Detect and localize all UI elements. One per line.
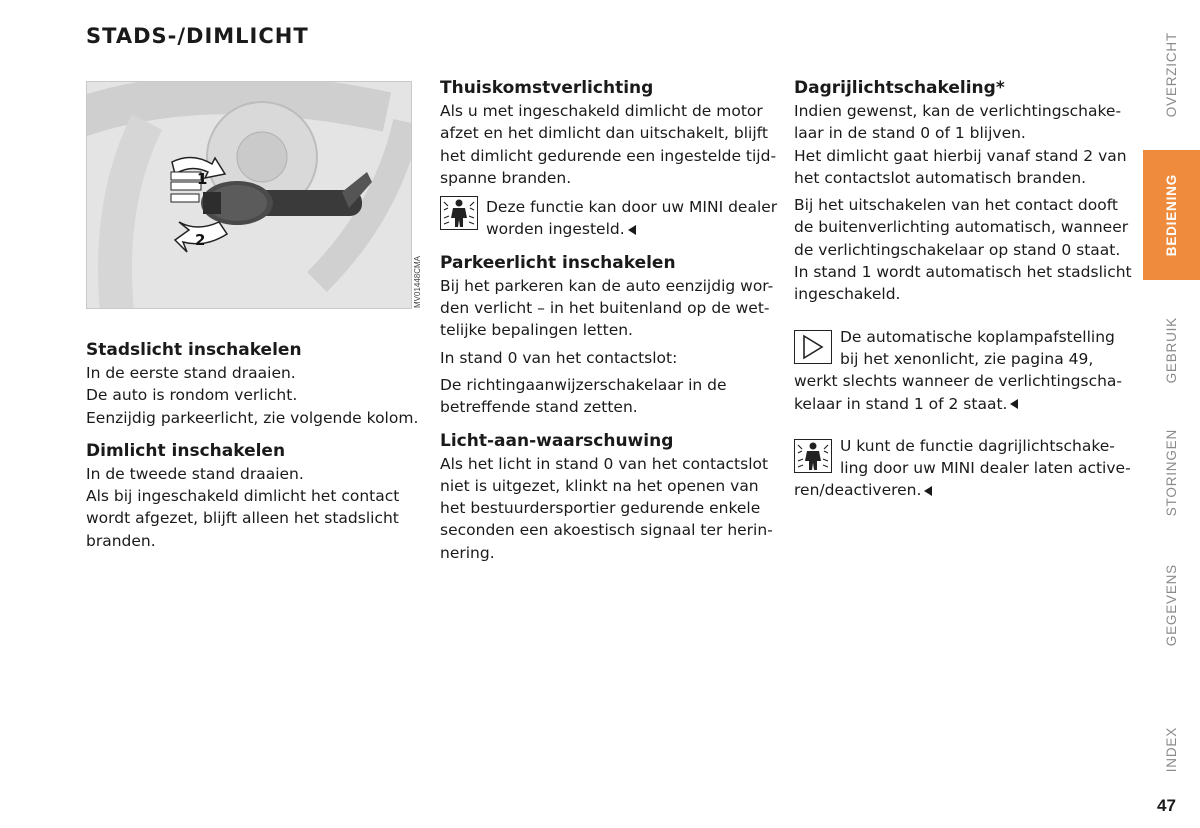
- tab-storingen[interactable]: [1143, 415, 1200, 530]
- text-line: niet is uitgezet, klinkt na het openen van: [440, 476, 759, 495]
- figure-label-1: 1: [197, 170, 208, 188]
- text-line: spanne branden.: [440, 168, 572, 187]
- text-line: werkt slechts wanneer de verlichtingscha-: [794, 372, 1123, 391]
- text-line: worden ingesteld.: [486, 220, 625, 239]
- text-line: De auto is rondom verlicht.: [86, 386, 298, 405]
- tab-index[interactable]: [1143, 710, 1200, 790]
- tab-label: BEDIENING: [1164, 173, 1179, 257]
- text-line: Indien gewenst, kan de verlichtingschake-: [794, 102, 1122, 120]
- text-line: ren/deactiveren.: [794, 481, 922, 500]
- tab-label: INDEX: [1164, 727, 1179, 773]
- text-line: In stand 1 wordt automatisch het stadslicht: [794, 263, 1132, 282]
- text-line: telijke bepalingen letten.: [440, 321, 633, 340]
- text-line: seconden een akoestisch signaal ter herin-: [440, 521, 773, 540]
- text-line: De automatische koplampafstelling: [840, 327, 1115, 346]
- text-line: het bestuurdersportier gedurende enkele: [440, 499, 761, 518]
- tab-gegevens[interactable]: [1143, 550, 1200, 660]
- column-3: [794, 76, 1139, 502]
- text-line: Als het licht in stand 0 van het contactslot: [440, 454, 769, 473]
- text-line: In de eerste stand draaien.: [86, 364, 296, 382]
- text-line: Bij het parkeren kan de auto eenzijdig wor-: [440, 276, 774, 295]
- service-note: [440, 196, 785, 241]
- chapter-tabs: [1143, 0, 1200, 828]
- text-line: Eenzijdig parkeerlicht, zie volgende kolom.: [86, 408, 419, 427]
- text-line: ingeschakeld.: [794, 285, 901, 304]
- figure-label-2: 2: [195, 231, 206, 249]
- section-heading: Licht-aan-waarschuwing: [440, 430, 674, 451]
- text-line: In de tweede stand draaien.: [86, 464, 304, 483]
- column-2: [440, 76, 785, 564]
- text-line: het dimlicht gedurende een ingestelde tijd-: [440, 146, 777, 165]
- text-line: ling door uw MINI dealer laten active-: [840, 459, 1131, 478]
- service-mechanic-icon: [440, 196, 478, 230]
- text-line: het contactslot automatisch branden.: [794, 168, 1087, 187]
- text-line: Als u met ingeschakeld dimlicht de motor: [440, 102, 763, 120]
- tab-label: OVERZICHT: [1164, 32, 1179, 118]
- tab-gebruik[interactable]: [1143, 300, 1200, 400]
- section-heading: Dagrijlichtschakeling*: [794, 78, 1005, 98]
- end-mark-icon: [924, 486, 932, 496]
- text-line: de verlichtingschakelaar op stand 0 staat.: [794, 240, 1121, 259]
- column-1: [86, 338, 426, 552]
- text-line: wordt afgezet, blijft alleen het stadslicht: [86, 509, 399, 528]
- tab-label: GEGEVENS: [1164, 563, 1179, 647]
- page-number: 47: [1157, 796, 1176, 815]
- text-line: In stand 0 van het contactslot:: [440, 348, 678, 367]
- end-mark-icon: [1010, 399, 1018, 409]
- headlight-switch-figure: [86, 81, 412, 309]
- section-heading: Dimlicht inschakelen: [86, 440, 286, 461]
- text-line: De richtingaanwijzerschakelaar in de: [440, 375, 727, 394]
- text-line: laar in de stand 0 of 1 blijven.: [794, 124, 1026, 143]
- tab-label: GEBRUIK: [1164, 316, 1179, 384]
- text-line: Deze functie kan door uw MINI dealer: [486, 198, 778, 217]
- text-line: Het dimlicht gaat hierbij vanaf stand 2 van: [794, 146, 1127, 165]
- section-heading: Thuiskomstverlichting: [440, 78, 654, 98]
- text-line: U kunt de functie dagrijlichtschake-: [840, 436, 1115, 455]
- text-line: nering.: [440, 543, 495, 562]
- section-heading: Parkeerlicht inschakelen: [440, 252, 676, 273]
- text-line: den verlicht – in het buitenland op de wet-: [440, 299, 770, 318]
- text-line: branden.: [86, 531, 156, 550]
- tab-overzicht[interactable]: [1143, 20, 1200, 130]
- text-line: betreffende stand zetten.: [440, 398, 638, 417]
- text-line: de buitenverlichting automatisch, wanneer: [794, 218, 1129, 237]
- arrow-triangle-icon: [794, 330, 832, 364]
- text-line: afzet en het dimlicht dan uitschakelt, blijft: [440, 124, 768, 143]
- text-line: bij het xenonlicht, zie pagina 49,: [840, 349, 1094, 368]
- text-line: Bij het uitschakelen van het contact dooft: [794, 196, 1119, 215]
- service-note: [794, 435, 1139, 502]
- text-line: Als bij ingeschakeld dimlicht het contact: [86, 487, 400, 506]
- text-line: kelaar in stand 1 of 2 staat.: [794, 394, 1008, 413]
- tab-bediening[interactable]: [1143, 150, 1200, 280]
- page-title: STADS-/DIMLICHT: [86, 24, 309, 48]
- figure-code: MV01448CMA: [413, 255, 422, 308]
- section-heading: Stadslicht inschakelen: [86, 340, 302, 360]
- service-mechanic-icon: [794, 439, 832, 473]
- info-note: [794, 326, 1139, 415]
- tab-label: STORINGEN: [1164, 428, 1179, 517]
- end-mark-icon: [628, 225, 636, 235]
